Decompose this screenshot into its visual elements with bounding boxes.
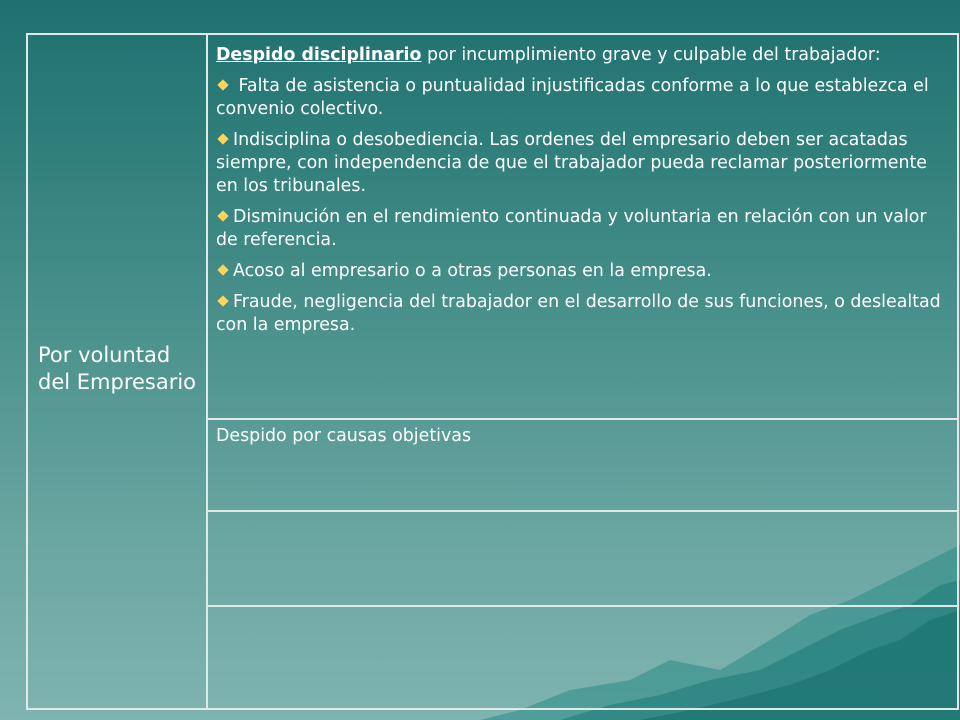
diamond-bullet-icon [217,295,228,306]
diamond-bullet-icon [217,264,228,275]
objective-label: Despido por causas objetivas [216,426,472,446]
empty-cell-2 [207,606,958,709]
diamond-bullet-icon [217,210,228,221]
disciplinary-title: Despido disciplinario [216,45,422,65]
disciplinary-cell [207,34,958,419]
diamond-bullet-icon [217,133,228,144]
bullet-item: Acoso al empresario o a otras personas en la empresa. [216,260,951,283]
bullet-item: Falta de asistencia o puntualidad injustificadas conforme a lo que establezca el convenio colectivo. [216,76,929,119]
objective-cell [207,419,958,511]
disciplinary-subtitle: por incumplimiento grave y culpable del trabajador: [421,45,881,65]
bullet-item: Indisciplina o desobediencia. Las ordenes del empresario deben ser acatadas siempre, con independencia de que el trabajador pueda reclamar posteriormente en los tribunales. [216,130,927,196]
dismissal-table [26,33,959,710]
left-label: Por voluntad del Empresario [38,342,197,394]
disciplinary-heading [216,44,951,67]
bullet-item: Disminución en el rendimiento continuada y voluntaria en relación con un valor de referencia. [216,207,927,250]
diamond-bullet-icon [217,79,228,90]
empty-cell-1 [207,511,958,606]
left-label-cell [27,34,207,709]
bullet-item: Fraude, negligencia del trabajador en el desarrollo de sus funciones, o deslealtad con la empresa. [216,292,941,335]
